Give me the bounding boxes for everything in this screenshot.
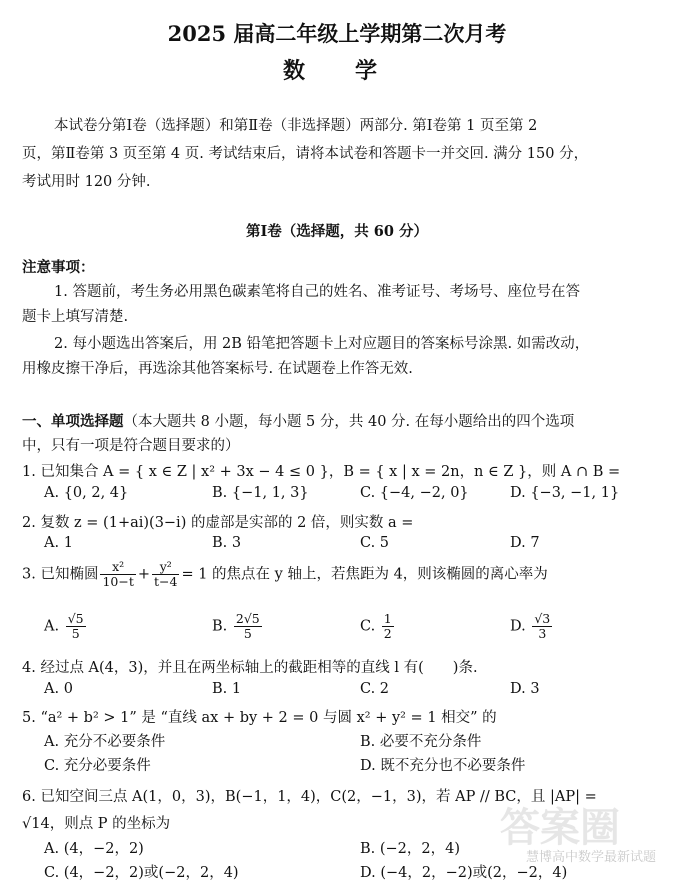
q3-fraction-y — [152, 560, 179, 589]
q1-option-a: A. {0, 2, 4} — [44, 485, 129, 501]
intro-line-1: 本试卷分第Ⅰ卷（选择题）和第Ⅱ卷（非选择题）两部分. 第Ⅰ卷第 1 页至第 2 — [54, 118, 538, 134]
q3-fraction-x — [100, 560, 135, 589]
q3-frac2-num: y² — [152, 560, 179, 575]
q3-a-fraction — [66, 612, 86, 641]
q3-a-den: 5 — [71, 626, 80, 641]
q5-option-a: A. 充分不必要条件 — [44, 734, 166, 750]
part1-heading: 一、单项选择题 — [22, 413, 124, 430]
notice-line-3: 2. 每小题选出答案后，用 2B 铅笔把答题卡上对应题目的答案标号涂黑. 如需改动， — [54, 336, 590, 352]
q5-stem: 5. “a² + b² > 1” 是 “直线 ax + by + 2 = 0 与圆 x² + y² = 1 相交” 的 — [22, 710, 497, 726]
q3-option-d — [510, 612, 554, 641]
q5-option-d: D. 既不充分也不必要条件 — [360, 758, 526, 774]
section-heading-text: 第Ⅰ卷（选择题，共 60 分） — [245, 223, 429, 240]
q3-pre: 3. 已知椭圆 — [22, 566, 99, 583]
part1-desc-2: 中，只有一项是符合题目要求的） — [22, 438, 240, 454]
section-heading — [0, 220, 674, 241]
q3-b-num: 2√5 — [235, 611, 260, 626]
q3-a-num: √5 — [67, 611, 84, 626]
intro-line-3: 考试用时 120 分钟. — [22, 174, 151, 190]
q3-d-label: D. — [510, 618, 526, 635]
q3-d-num: √3 — [534, 611, 551, 626]
q2-option-a: A. 1 — [44, 535, 73, 551]
q3-a-label: A. — [44, 618, 60, 635]
q3-post: = 1 的焦点在 y 轴上，若焦距为 4，则该椭圆的离心率为 — [181, 566, 548, 583]
q3-c-den: 2 — [383, 626, 392, 641]
q4-option-b: B. 1 — [212, 681, 242, 697]
intro-line-2: 页，第Ⅱ卷第 3 页至第 4 页. 考试结束后，请将本试卷和答题卡一并交回. 满分 150 分， — [22, 146, 589, 162]
watermark-text: 慧博高中数学最新试题 — [526, 850, 657, 865]
q6-stem-2: √14，则点 P 的坐标为 — [22, 816, 171, 832]
q6-stem-1: 6. 已知空间三点 A(1，0，3)，B(−1，1，4)，C(2，−1，3)，若 AP // BC，且 |AP| = — [22, 789, 597, 805]
q3-option-a — [44, 612, 88, 641]
q6-option-a: A. (4，−2，2) — [44, 841, 144, 857]
q2-option-c: C. 5 — [360, 535, 390, 551]
q6-option-d: D. (−4，2，−2)或(2，−2，4) — [360, 865, 568, 881]
q3-c-num: 1 — [383, 611, 392, 626]
q1-option-c: C. {−4, −2, 0} — [360, 485, 469, 501]
q3-frac1-num: x² — [100, 560, 135, 575]
notice-heading: 注意事项： — [22, 259, 95, 276]
q3-c-label: C. — [360, 618, 376, 635]
q3-stem — [22, 560, 548, 589]
q1-stem: 1. 已知集合 A = { x ∈ Z | x² + 3x − 4 ≤ 0 }，B = { x | x = 2n，n ∈ Z }，则 A ∩ B = — [22, 464, 621, 480]
q4-option-c: C. 2 — [360, 681, 390, 697]
q4-option-d: D. 3 — [510, 681, 540, 697]
q3-frac2-den: t−4 — [154, 574, 178, 589]
notice-line-4: 用橡皮擦干净后，再选涂其他答案标号. 在试题卷上作答无效. — [22, 361, 413, 377]
q3-b-label: B. — [212, 618, 228, 635]
q5-option-c: C. 充分必要条件 — [44, 758, 151, 774]
q1-option-d: D. {−3, −1, 1} — [510, 485, 620, 501]
exam-title: 2025 届高二年级上学期第二次月考 — [167, 21, 507, 46]
watermark-logo: 答案圈 — [500, 804, 620, 851]
q6-option-c: C. (4，−2，2)或(−2，2，4) — [44, 865, 239, 881]
notice-line-2: 题卡上填写清楚. — [22, 309, 129, 325]
q3-option-b — [212, 612, 264, 641]
q3-b-fraction — [234, 612, 262, 641]
q1-option-b: B. {−1, 1, 3} — [212, 485, 309, 501]
q2-stem: 2. 复数 z = (1+ai)(3−i) 的虚部是实部的 2 倍，则实数 a = — [22, 515, 414, 531]
q4-option-a: A. 0 — [44, 681, 73, 697]
subject-title: 数 学 — [282, 58, 391, 84]
q3-option-c — [360, 612, 396, 641]
q3-c-fraction — [382, 612, 394, 641]
q6-option-b: B. (−2，2，4) — [360, 841, 461, 857]
q3-b-den: 5 — [243, 626, 252, 641]
q3-d-fraction — [532, 612, 552, 641]
q3-d-den: 3 — [538, 626, 547, 641]
part1-desc-1: （本大题共 8 小题，每小题 5 分，共 40 分. 在每小题给出的四个选项 — [123, 414, 575, 430]
q2-option-b: B. 3 — [212, 535, 242, 551]
q2-option-d: D. 7 — [510, 535, 540, 551]
notice-line-1: 1. 答题前，考生务必用黑色碳素笔将自己的姓名、准考证号、考场号、座位号在答 — [54, 284, 580, 300]
q4-stem: 4. 经过点 A(4，3)，并且在两坐标轴上的截距相等的直线 l 有( )条. — [22, 660, 478, 676]
q3-frac1-den: 10−t — [102, 574, 134, 589]
q3-plus: + — [137, 566, 151, 583]
q5-option-b: B. 必要不充分条件 — [360, 734, 482, 750]
